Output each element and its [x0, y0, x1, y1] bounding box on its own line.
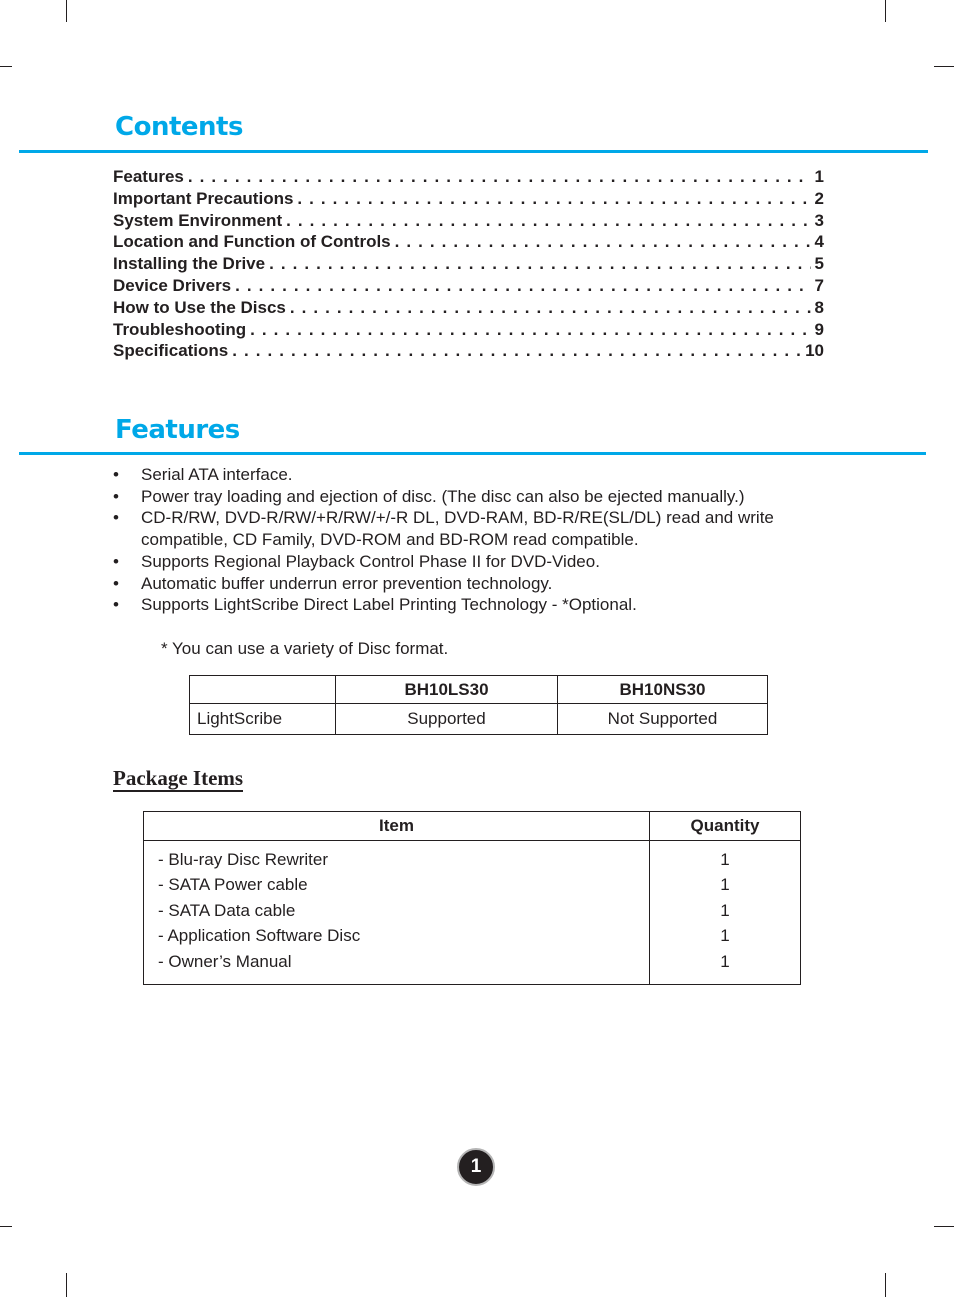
toc-entry[interactable] [113, 231, 824, 253]
crop-mark [934, 1226, 954, 1227]
toc-leader [235, 275, 810, 297]
feature-item: • Serial ATA interface. [113, 464, 833, 486]
package-item: - SATA Data cable [158, 900, 296, 920]
toc-entry[interactable] [113, 275, 824, 297]
toc-leader [286, 210, 810, 232]
table-header: Quantity [650, 812, 801, 841]
table-cell: Not Supported [558, 704, 768, 735]
page-number-badge: 1 [457, 1148, 495, 1186]
toc-page: 1 [814, 167, 824, 186]
crop-mark [0, 1226, 12, 1227]
crop-mark [934, 66, 954, 67]
package-item: - Application Software Disc [158, 926, 361, 946]
table-row [190, 704, 768, 735]
toc-page: 3 [814, 210, 824, 230]
toc-leader [250, 319, 810, 341]
contents-heading: Contents [115, 112, 243, 142]
toc-page: 7 [814, 275, 824, 295]
toc-entry[interactable] [113, 188, 824, 210]
table-cell: Supported [336, 704, 558, 735]
quantity-cell [650, 841, 801, 985]
package-item: - Blu-ray Disc Rewriter [158, 850, 329, 869]
table-cell: LightScribe [190, 704, 336, 735]
format-note: * You can use a variety of Disc format. [161, 639, 449, 658]
package-qty: 1 [720, 875, 730, 895]
package-qty: 1 [720, 926, 730, 946]
feature-item: • CD-R/RW, DVD-R/RW/+R/RW/+/-R DL, DVD-RAM, BD-R/RE(SL/DL) read and write compatible, CD Family, DVD-ROM and BD-ROM read compatible. [113, 507, 833, 550]
toc-label: Specifications [113, 341, 229, 361]
toc-label: Important Precautions [113, 188, 294, 208]
toc-entry[interactable] [113, 297, 824, 319]
features-list [113, 464, 833, 616]
toc-label: Troubleshooting [113, 319, 247, 339]
features-heading: Features [115, 415, 240, 445]
package-qty: 1 [720, 951, 730, 971]
package-qty: 1 [720, 900, 730, 920]
package-items-heading: Package Items [113, 766, 244, 790]
toc-entry[interactable] [113, 319, 824, 341]
package-items-table [143, 811, 801, 985]
crop-mark [885, 0, 886, 22]
toc-label: Features [113, 167, 184, 186]
toc-entry[interactable] [113, 253, 824, 275]
toc-leader [269, 253, 810, 275]
toc-leader [395, 231, 811, 253]
table-header: BH10NS30 [558, 676, 768, 704]
toc-label: Device Drivers [113, 275, 232, 295]
toc-page: 5 [814, 254, 824, 274]
lightscribe-table [189, 675, 768, 735]
toc-leader [297, 188, 810, 210]
crop-mark [66, 0, 67, 22]
toc-leader [290, 297, 811, 319]
table-header: BH10LS30 [336, 676, 558, 704]
table-row [144, 841, 801, 985]
toc-entry[interactable] [113, 340, 824, 362]
toc-label: How to Use the Discs [113, 297, 286, 317]
toc-leader [188, 166, 811, 188]
package-item: - SATA Power cable [158, 875, 308, 895]
toc-page: 9 [814, 319, 824, 339]
toc-leader [232, 340, 801, 362]
crop-mark [0, 66, 12, 67]
crop-mark [66, 1273, 67, 1297]
feature-item: • Supports LightScribe Direct Label Printing Technology - *Optional. [113, 594, 833, 616]
feature-item: • Power tray loading and ejection of disc. (The disc can also be ejected manually.) [113, 486, 833, 508]
toc-page: 4 [814, 232, 824, 252]
toc-page: 2 [814, 188, 824, 208]
toc-label: Location and Function of Controls [113, 232, 391, 252]
features-rule [19, 452, 926, 455]
table-header [190, 676, 336, 704]
contents-rule [19, 150, 928, 153]
toc-page: 8 [814, 297, 824, 317]
package-qty: 1 [720, 850, 730, 869]
feature-item: • Supports Regional Playback Control Phase II for DVD-Video. [113, 551, 833, 573]
package-item: - Owner’s Manual [158, 951, 292, 971]
toc-label: System Environment [113, 210, 283, 230]
toc-label: Installing the Drive [113, 254, 266, 274]
table-header: Item [144, 812, 650, 841]
table-of-contents [113, 166, 824, 362]
toc-entry[interactable] [113, 210, 824, 232]
toc-page: 10 [805, 341, 824, 361]
crop-mark [885, 1273, 886, 1297]
items-cell [144, 841, 650, 985]
feature-item: • Automatic buffer underrun error prevention technology. [113, 573, 833, 595]
toc-entry[interactable] [113, 166, 824, 188]
